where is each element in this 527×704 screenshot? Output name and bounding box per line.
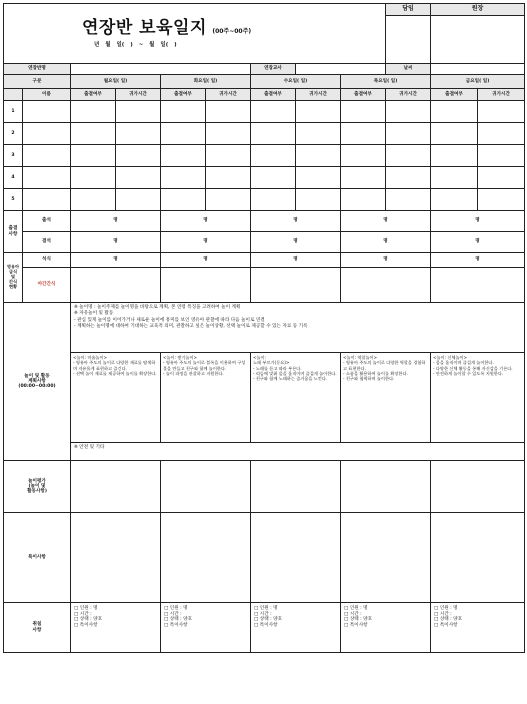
activity-tue[interactable]: <놀이: 쌓기놀이> - 영유아 주도의 놀이로 블록을 이용하여 구성물을 만들고 친구와 함께 놀이한다. - 놀이 과정을 관찰하고 지원한다.	[161, 353, 251, 443]
table-row	[4, 167, 525, 189]
absent-count-tue[interactable]: 명	[161, 232, 251, 253]
present-count-thu[interactable]: 명	[341, 211, 431, 232]
special-mon[interactable]	[71, 513, 161, 603]
attend-col-thu: 출결여부	[341, 89, 386, 101]
evaluation-label: 놀이평가 (놀이 및 활동사항)	[4, 461, 71, 513]
play-plan-label: 놀이 및 활동 계획사항 (00:00~00:00)	[4, 303, 71, 461]
dinner-count-fri[interactable]: 명	[431, 253, 525, 268]
special-tue[interactable]	[161, 513, 251, 603]
sign-label-teacher: 담임	[386, 4, 431, 16]
attend-col-tue: 출결여부	[161, 89, 206, 101]
sleep-tue[interactable]: □ 인원 : 명 □ 시간 : □ 상태 : 양호 □ 특이사항	[161, 603, 251, 653]
sleep-fri[interactable]: □ 인원 : 명 □ 시간 : □ 상태 : 양호 □ 특이사항	[431, 603, 525, 653]
play-note-2: ※ 자유놀이 및 활동	[74, 311, 114, 317]
attend-col-fri: 출결여부	[431, 89, 478, 101]
child-row-number: 1	[4, 101, 23, 123]
period-line: 년 월 일( ) ~ 월 일( )	[94, 42, 177, 49]
class-name-label: 연장반명	[4, 64, 71, 75]
attendance-absent-label: 결석	[23, 232, 71, 253]
sleep-wed[interactable]: □ 인원 : 명 □ 시간 : □ 상태 : 양호 □ 특이사항	[251, 603, 341, 653]
attend-col-mon: 출결여부	[71, 89, 116, 101]
present-count-tue[interactable]: 명	[161, 211, 251, 232]
present-count-wed[interactable]: 명	[251, 211, 341, 232]
home-col-tue: 귀가시간	[206, 89, 251, 101]
teacher-field[interactable]	[296, 64, 386, 75]
absent-count-mon[interactable]: 명	[71, 232, 161, 253]
sign-box-director[interactable]	[431, 16, 525, 64]
snack-mon[interactable]	[71, 268, 161, 303]
sign-box-teacher[interactable]	[386, 16, 431, 64]
meal-dinner-label: 석식	[23, 253, 71, 268]
attend-col-wed: 출결여부	[251, 89, 296, 101]
meal-snack-label: 야간간식	[23, 268, 71, 303]
attendance-present-label: 출석	[23, 211, 71, 232]
child-name-field[interactable]	[23, 101, 71, 123]
dinner-count-mon[interactable]: 명	[71, 253, 161, 268]
day-wednesday: 수요일( 일)	[251, 75, 341, 89]
page-title-sub: (00주~00주)	[212, 27, 252, 35]
table-row	[4, 101, 525, 123]
play-plan-notes[interactable]	[71, 303, 525, 353]
special-fri[interactable]	[431, 513, 525, 603]
special-thu[interactable]	[341, 513, 431, 603]
child-row-number: 5	[4, 189, 23, 211]
present-count-fri[interactable]: 명	[431, 211, 525, 232]
day-thursday: 목요일( 일)	[341, 75, 431, 89]
special-wed[interactable]	[251, 513, 341, 603]
child-name-field[interactable]	[23, 123, 71, 145]
activity-mon[interactable]: <놀이: 미술놀이> - 영유아 주도의 놀이로 다양한 재료를 탐색하며 자유롭게 표현하고 즐긴다. - 선택 놀이 재료를 제공하여 놀이를 확장한다.	[71, 353, 161, 443]
child-row-number: 3	[4, 145, 23, 167]
dinner-count-thu[interactable]: 명	[341, 253, 431, 268]
weather-label: 날씨	[386, 64, 431, 75]
sleep-thu[interactable]: □ 인원 : 명 □ 시간 : □ 상태 : 양호 □ 특이사항	[341, 603, 431, 653]
activity-fri[interactable]: <놀이: 신체놀이> - 몸을 움직이며 즐겁게 놀이한다. - 다양한 신체 활동을 통해 자신감을 기른다. - 안전하게 놀이할 수 있도록 지원한다.	[431, 353, 525, 443]
snack-fri[interactable]	[431, 268, 525, 303]
snack-wed[interactable]	[251, 268, 341, 303]
child-name-field[interactable]	[23, 145, 71, 167]
home-col-thu: 귀가시간	[386, 89, 431, 101]
child-row-number: 2	[4, 123, 23, 145]
sleep-mon[interactable]: □ 인원 : 명 □ 시간 : □ 상태 : 양호 □ 특이사항	[71, 603, 161, 653]
child-name-field[interactable]	[23, 189, 71, 211]
play-note-4: - 계획하는 놀이명에 대하여 기대하는 교육적 의미, 관찰하고 싶은 놀이상황, 선택 놀이로 제공할 수 있는 자료 등 기록	[74, 323, 308, 329]
snack-tue[interactable]	[161, 268, 251, 303]
snack-thu[interactable]	[341, 268, 431, 303]
care-log-table	[3, 3, 525, 653]
present-count-mon[interactable]: 명	[71, 211, 161, 232]
sleep-label: 취침 사항	[4, 603, 71, 653]
title-block	[4, 4, 341, 64]
page-title: 연장반 보육일지	[82, 17, 207, 38]
safety-notes[interactable]: ※ 안전 및 기타	[71, 443, 525, 461]
home-col-fri: 귀가시간	[478, 89, 525, 101]
play-note-1: ※ 놀이명 : 놀이주제를 놀이명을 바탕으로 계획, 본 연령 특징을 고려하여 놀이 계획	[74, 305, 241, 310]
evaluation-thu[interactable]	[341, 461, 431, 513]
attendance-group-label: 출결 사항	[4, 211, 23, 253]
dinner-count-tue[interactable]: 명	[161, 253, 251, 268]
sign-label-director: 원장	[431, 4, 525, 16]
play-note-3: - 관심 있게 놀이를 이어가거나 새로운 놀이에 흥미를 보인 영유아 관찰에 따라 다음 놀이로 연결	[74, 317, 265, 323]
evaluation-fri[interactable]	[431, 461, 525, 513]
evaluation-tue[interactable]	[161, 461, 251, 513]
absent-count-wed[interactable]: 명	[251, 232, 341, 253]
absent-count-fri[interactable]: 명	[431, 232, 525, 253]
weather-field[interactable]	[431, 64, 525, 75]
table-row	[4, 189, 525, 211]
meal-group-label: 영유아 급식 및 간식 현황	[4, 253, 23, 303]
evaluation-mon[interactable]	[71, 461, 161, 513]
activity-wed[interactable]: <놀이: 노래 부르기(동요)> - 노래를 듣고 따라 부른다. - 리듬에 맞춰 몸을 움직이며 즐겁게 놀이한다. - 친구와 함께 노래하는 즐거움을 느낀다.	[251, 353, 341, 443]
dinner-count-wed[interactable]: 명	[251, 253, 341, 268]
day-monday: 월요일( 일)	[71, 75, 161, 89]
day-tuesday: 화요일( 일)	[161, 75, 251, 89]
child-name-field[interactable]	[23, 167, 71, 189]
home-col-mon: 귀가시간	[116, 89, 161, 101]
division-label: 구분	[4, 75, 71, 89]
name-column-label: 이름	[23, 89, 71, 101]
table-row	[4, 145, 525, 167]
absent-count-thu[interactable]: 명	[341, 232, 431, 253]
day-friday: 금요일( 일)	[431, 75, 525, 89]
home-col-wed: 귀가시간	[296, 89, 341, 101]
child-row-number: 4	[4, 167, 23, 189]
teacher-label: 연장교사	[251, 64, 296, 75]
activity-thu[interactable]: <놀이: 역할놀이> - 영유아 주도의 놀이로 다양한 역할을 경험하고 표현한다. - 소품을 활용하여 놀이를 확장한다. - 친구와 협력하며 놀이한다.	[341, 353, 431, 443]
class-name-field[interactable]	[71, 64, 251, 75]
table-row	[4, 123, 525, 145]
evaluation-wed[interactable]	[251, 461, 341, 513]
special-notes-label: 특이사항	[4, 513, 71, 603]
